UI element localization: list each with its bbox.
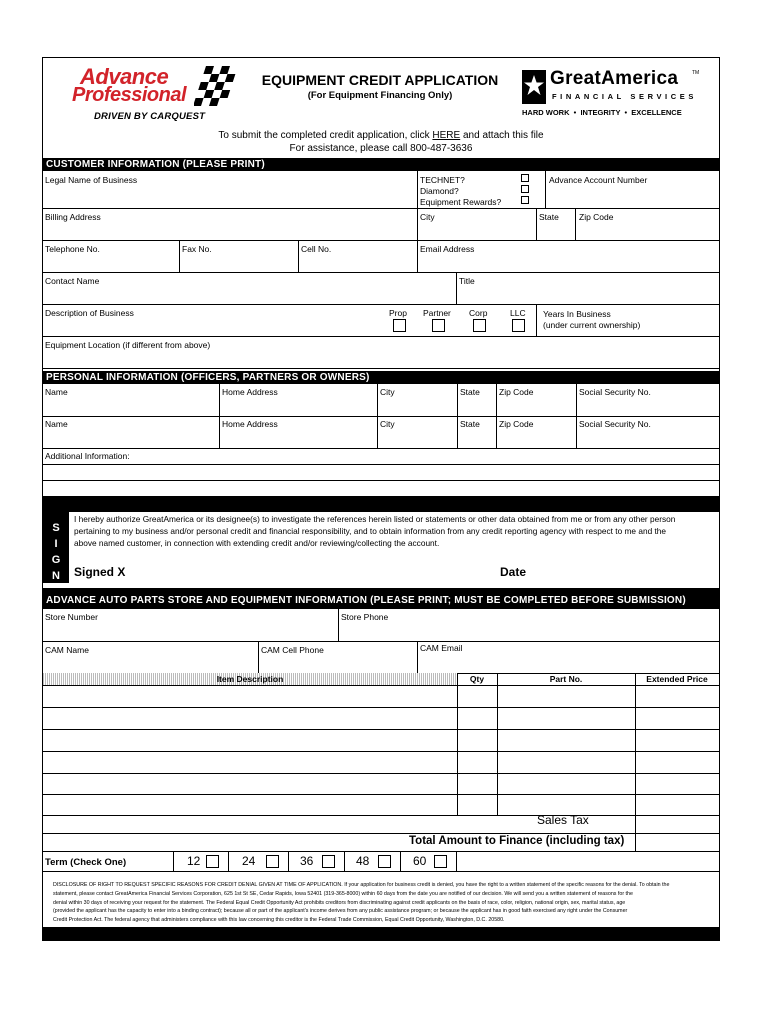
contact-name-field[interactable]	[43, 272, 456, 304]
corp-checkbox[interactable]	[473, 319, 486, 332]
zip-field-2[interactable]	[497, 416, 576, 448]
equipment-location-label: Equipment Location (if different from above)	[45, 340, 211, 350]
email-label: Email Address	[420, 244, 475, 254]
authorization-line-1: I hereby authorize GreatAmerica or its designee(s) to investigate the references herein listed or statements or other data obtained from me or from any other person	[74, 514, 676, 524]
years-in-business-label: Years In Business	[543, 309, 611, 319]
additional-info-label: Additional Information:	[45, 451, 130, 461]
billing-address-field[interactable]	[43, 208, 417, 240]
state-field[interactable]	[537, 208, 575, 240]
logo-tm: TM	[692, 70, 700, 76]
sales-tax-label: Sales Tax	[537, 813, 589, 827]
city-label-1: City	[380, 387, 395, 397]
cam-cell-field[interactable]	[259, 641, 417, 673]
home-address-field-2[interactable]	[220, 416, 377, 448]
submit-here-link[interactable]: HERE	[432, 130, 461, 141]
personal-section-header: PERSONAL INFORMATION (OFFICERS, PARTNERS OR OWNERS)	[43, 371, 719, 384]
legal-name-field[interactable]	[43, 171, 417, 208]
billing-address-label: Billing Address	[45, 212, 101, 222]
home-address-label-2: Home Address	[222, 419, 278, 429]
page-subtitle: (For Equipment Financing Only)	[307, 90, 453, 101]
term-48-label: 48	[356, 854, 370, 868]
cam-email-field[interactable]	[418, 641, 719, 673]
disclosure-line: statement, please contact GreatAmerica Financial Services Corporation, 625 1st St SE, Cedar Rapids, Iowa 52401 (319-365-8000) within 60 days from the date you are notified of our decision. We will send you a written statement of reasons for the	[53, 890, 633, 897]
sign-letter-s: S	[52, 522, 60, 534]
item-row[interactable]	[43, 686, 719, 707]
sign-letter-g: G	[51, 554, 61, 566]
prop-label: Prop	[389, 308, 407, 318]
term-36-checkbox[interactable]	[322, 855, 335, 868]
logo-financial-services: FINANCIAL SERVICES	[552, 92, 697, 101]
state-field-2[interactable]	[458, 416, 496, 448]
credit-application-form	[42, 57, 720, 941]
item-row[interactable]	[43, 795, 719, 815]
logo-advance-text: Advance	[80, 64, 169, 89]
description-field[interactable]	[43, 304, 377, 336]
extended-price-header: Extended Price	[646, 674, 708, 684]
logo-tagline: DRIVEN BY CARQUEST	[94, 111, 206, 122]
city-label-2: City	[380, 419, 395, 429]
item-row[interactable]	[43, 752, 719, 773]
store-phone-label: Store Phone	[341, 612, 389, 622]
state-label-1: State	[460, 387, 480, 397]
name-field-2[interactable]	[43, 416, 219, 448]
disclosure-line: (provided the applicant has the capacity to enter into a binding contract); because all or part of the applicant's income derives from any public assistance program; or because the applicant has in good faith exercised any right under the Consumer	[53, 908, 628, 915]
disclosure-line: denial within 30 days of receiving your request for the statement. The Federal Equal Credit Opportunity Act prohibits creditors from discriminating against credit applicants on the basis of race, color, religion, national origin, sex, marital status, age	[53, 899, 626, 906]
sales-tax-field[interactable]	[636, 815, 719, 833]
term-48-checkbox[interactable]	[378, 855, 391, 868]
home-address-label-1: Home Address	[222, 387, 278, 397]
cam-email-label: CAM Email	[420, 643, 463, 653]
diamond-label: Diamond?	[420, 186, 459, 196]
name-field-1[interactable]	[43, 384, 219, 416]
fax-field[interactable]	[180, 240, 298, 272]
assistance-phone: For assistance, please call 800-487-3636	[289, 143, 473, 154]
years-in-business-sublabel: (under current ownership)	[543, 320, 641, 330]
cell-field[interactable]	[299, 240, 417, 272]
name-label-1: Name	[45, 387, 68, 397]
date-label: Date	[500, 565, 527, 579]
submit-text-pre: To submit the completed credit application, click	[218, 130, 433, 141]
item-description-header: Item Description	[216, 674, 284, 684]
fax-label: Fax No.	[182, 244, 212, 254]
store-number-label: Store Number	[45, 612, 98, 622]
page-title: EQUIPMENT CREDIT APPLICATION	[261, 72, 499, 88]
qty-header: Qty	[469, 674, 485, 684]
zip-label-2: Zip Code	[499, 419, 534, 429]
signature-field[interactable]	[138, 558, 488, 582]
logo-greatamerica-text: GreatAmerica	[550, 68, 679, 89]
term-12-checkbox[interactable]	[206, 855, 219, 868]
home-address-field-1[interactable]	[220, 384, 377, 416]
authorization-line-2: pertaining to my business and/or personal credit and financial responsibility, and to obtain information from any credit reporting agency with respect to me and the	[74, 526, 667, 536]
title-label: Title	[459, 276, 475, 286]
technet-checkbox[interactable]	[521, 174, 529, 182]
part-no-header: Part No.	[549, 674, 583, 684]
account-number-label: Advance Account Number	[549, 175, 648, 185]
store-phone-field[interactable]	[339, 609, 719, 641]
city-field[interactable]	[418, 208, 536, 240]
zip-label: Zip Code	[579, 212, 614, 222]
ssn-label-2: Social Security No.	[579, 419, 651, 429]
name-label-2: Name	[45, 419, 68, 429]
signed-label: Signed X	[74, 565, 126, 579]
city-field-1[interactable]	[378, 384, 457, 416]
corp-label: Corp	[469, 308, 488, 318]
disclosure-text	[53, 881, 713, 925]
term-36-label: 36	[300, 854, 314, 868]
zip-label-1: Zip Code	[499, 387, 534, 397]
term-24-label: 24	[242, 854, 256, 868]
equipment-location-field[interactable]	[43, 336, 719, 368]
llc-label: LLC	[510, 308, 526, 318]
disclosure-line: DISCLOSURE OF RIGHT TO REQUEST SPECIFIC REASONS FOR CREDIT DENIAL GIVEN AT TIME OF APPLICATION. If your application for business credit is denied, you have the right to a written statement of the specific reasons for the denial. To obtain the	[53, 882, 670, 888]
term-12-label: 12	[187, 854, 201, 868]
term-24-checkbox[interactable]	[266, 855, 279, 868]
ssn-field-2[interactable]	[577, 416, 719, 448]
item-row[interactable]	[43, 774, 719, 794]
diamond-checkbox[interactable]	[521, 185, 529, 193]
submit-text-post: and attach this file	[460, 130, 544, 141]
total-label: Total Amount to Finance (including tax)	[409, 835, 625, 847]
sign-section-bar	[43, 496, 719, 512]
zip-field[interactable]	[576, 208, 719, 240]
total-field[interactable]	[636, 833, 719, 851]
footer-bar	[43, 927, 719, 940]
partner-label: Partner	[423, 308, 451, 318]
ssn-label-1: Social Security No.	[579, 387, 651, 397]
contact-name-label: Contact Name	[45, 276, 100, 286]
years-in-business-field[interactable]	[537, 304, 719, 336]
ssn-field-1[interactable]	[577, 384, 719, 416]
customer-section-header: CUSTOMER INFORMATION (PLEASE PRINT)	[43, 158, 719, 171]
cam-name-field[interactable]	[43, 641, 258, 673]
equipment-rewards-checkbox[interactable]	[521, 196, 529, 204]
equipment-rewards-label: Equipment Rewards?	[420, 197, 502, 207]
email-field[interactable]	[418, 240, 719, 272]
telephone-label: Telephone No.	[45, 244, 100, 254]
llc-checkbox[interactable]	[512, 319, 525, 332]
term-60-checkbox[interactable]	[434, 855, 447, 868]
logo-values-tagline: HARD WORK • INTEGRITY • EXCELLENCE	[522, 108, 682, 117]
store-section-header: ADVANCE AUTO PARTS STORE AND EQUIPMENT INFORMATION (PLEASE PRINT; MUST BE COMPLETED BEFORE SUBMISSION)	[43, 588, 719, 609]
term-label: Term (Check One)	[45, 857, 127, 868]
prop-checkbox[interactable]	[393, 319, 406, 332]
account-number-field[interactable]	[546, 171, 719, 208]
cell-label: Cell No.	[301, 244, 332, 254]
city-label: City	[420, 212, 435, 222]
partner-checkbox[interactable]	[432, 319, 445, 332]
store-number-field[interactable]	[43, 609, 338, 641]
date-field[interactable]	[533, 558, 718, 582]
sign-letters	[43, 520, 69, 584]
disclosure-line: Credit Protection Act. The federal agency that administers compliance with this law concerning this creditor is the Federal Trade Commission, Equal Credit Opportunity, Washington, D.C. 20580.	[53, 917, 505, 924]
state-label-2: State	[460, 419, 480, 429]
sign-letter-n: N	[52, 570, 60, 582]
state-label: State	[539, 212, 559, 222]
item-row[interactable]	[43, 730, 719, 751]
title-field[interactable]	[457, 272, 719, 304]
city-field-2[interactable]	[378, 416, 457, 448]
cam-cell-label: CAM Cell Phone	[261, 645, 324, 655]
sign-letter-i: I	[54, 538, 58, 550]
legal-name-label: Legal Name of Business	[45, 175, 138, 185]
additional-info-field[interactable]	[43, 448, 719, 496]
authorization-line-3: above named customer, in connection with extending credit and/or reviewing/collecting the account.	[74, 538, 440, 548]
description-label: Description of Business	[45, 308, 134, 318]
technet-label: TECHNET?	[420, 175, 465, 185]
cam-name-label: CAM Name	[45, 645, 89, 655]
state-field-1[interactable]	[458, 384, 496, 416]
item-row[interactable]	[43, 708, 719, 729]
telephone-field[interactable]	[43, 240, 179, 272]
term-60-label: 60	[413, 854, 427, 868]
zip-field-1[interactable]	[497, 384, 576, 416]
logo-professional-text: Professional	[72, 84, 187, 106]
